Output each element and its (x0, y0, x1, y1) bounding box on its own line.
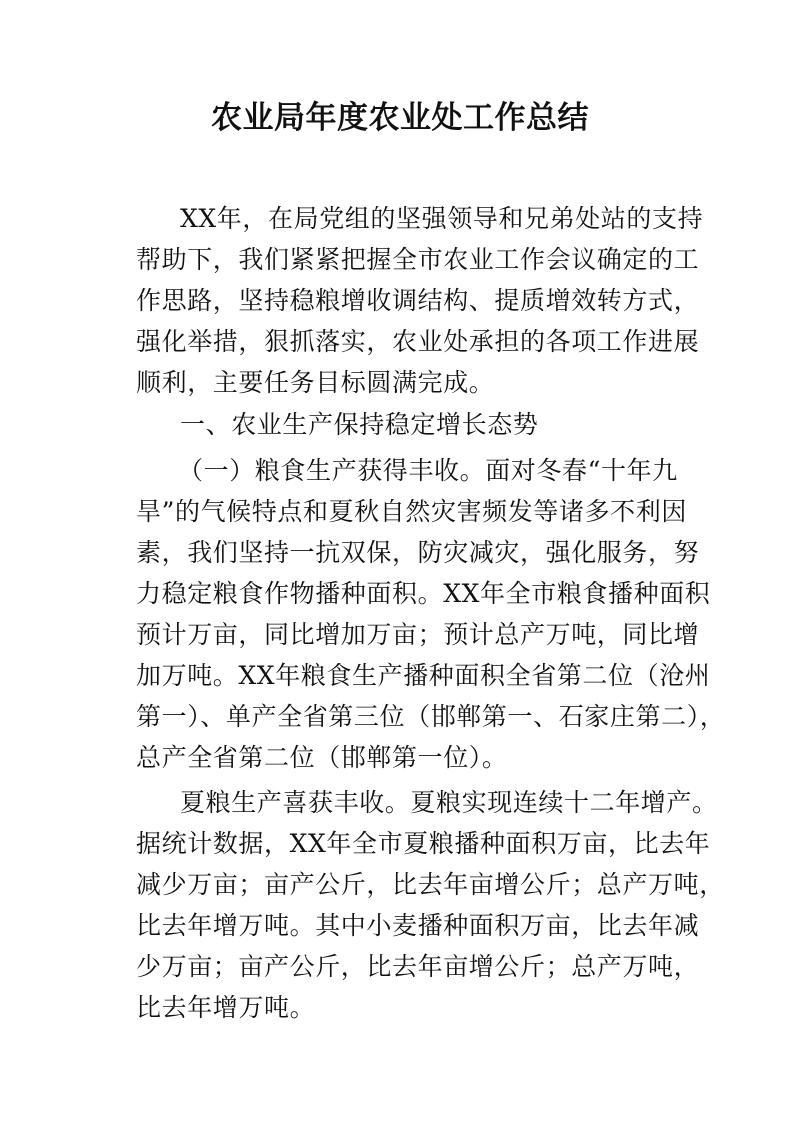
document-title: 农业局年度农业处工作总结 (211, 100, 589, 136)
paragraph-line: 加万吨。XX年粮食生产播种面积全省第二位（沧州 (136, 661, 711, 690)
paragraph-line: 强化举措，狠抓落实，农业处承担的各项工作进展 (136, 327, 700, 356)
paragraph-line: 作思路，坚持稳粮增收调结构、提质增效转方式， (136, 286, 700, 315)
paragraph-line: 夏粮生产喜获丰收。夏粮实现连续十二年增产。 (180, 788, 718, 817)
paragraph-line: 第一）、单产全省第三位（邯郸第一、石家庄第二）， (136, 702, 726, 731)
paragraph-line: 少万亩；亩产公斤，比去年亩增公斤；总产万吨， (136, 952, 700, 981)
paragraph-line: 旱”的气候特点和夏秋自然灾害频发等诸多不利因 (136, 497, 687, 526)
paragraph-line: 帮助下，我们紧紧把握全市农业工作会议确定的工 (136, 245, 700, 274)
paragraph-line: 总产全省第二位（邯郸第一位）。 (136, 743, 508, 772)
paragraph-line: 减少万亩；亩产公斤，比去年亩增公斤；总产万吨， (136, 870, 725, 899)
paragraph-line: 预计万亩，同比增加万亩；预计总产万吨，同比增 (136, 620, 700, 649)
paragraph-line: 顺利，主要任务目标圆满完成。 (136, 368, 495, 397)
paragraph-line: XX年，在局党组的坚强领导和兄弟处站的支持 (180, 204, 704, 233)
paragraph-line: 据统计数据，XX年全市夏粮播种面积万亩，比去年 (136, 829, 711, 858)
section-heading: 一、农业生产保持稳定增长态势 (180, 410, 539, 439)
paragraph-line: 比去年增万吨。 (136, 993, 316, 1022)
paragraph-line: （一）粮食生产获得丰收。面对冬春“十年九 (178, 456, 678, 485)
paragraph-line: 素，我们坚持一抗双保，防灾减灾，强化服务，努 (136, 538, 700, 567)
paragraph-line: 比去年增万吨。其中小麦播种面积万亩，比去年减 (136, 911, 700, 940)
paragraph-line: 力稳定粮食作物播种面积。XX年全市粮食播种面积 (136, 579, 711, 608)
